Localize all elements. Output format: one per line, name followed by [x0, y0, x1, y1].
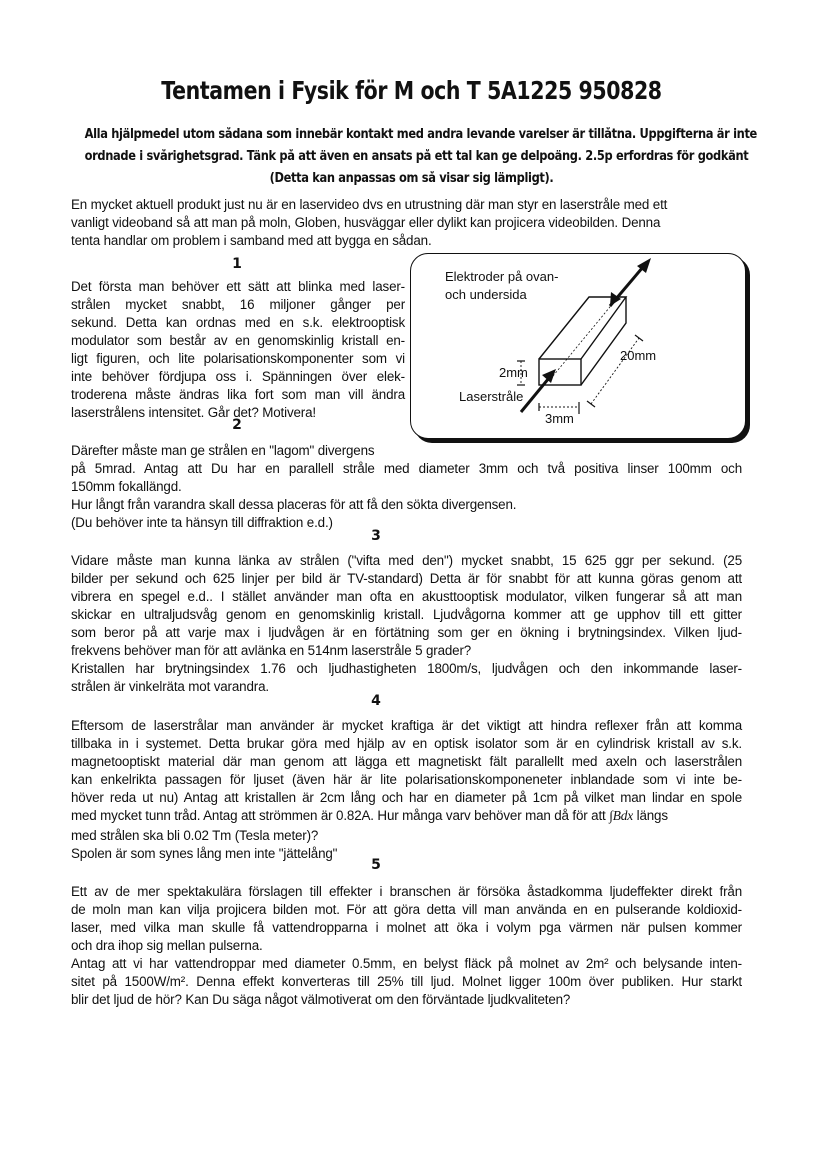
question-5-text: [71, 883, 742, 1009]
question-number-2: 2: [232, 417, 242, 433]
question-1-text: [71, 278, 405, 422]
crystal-top-face: [539, 297, 626, 359]
question-number-1: 1: [232, 256, 242, 272]
text-line: vanligt videoband så att man på moln, Globen, husväggar eller dylikt kan projicera videobilden. Denna: [71, 215, 661, 230]
text-line: inte behöver fördjupa oss i. Spänningen över elek-: [71, 369, 405, 384]
electrooptic-modulator-figure: [410, 253, 746, 439]
text-line: på 5mrad. Antag att Du har en parallell stråle med diameter 3mm och två positiva linser 100mm och: [71, 461, 742, 476]
text-line: som beror på att varje max i ljudvågen är en förtätning som ger en ökning i brytningsindex. Vilken ljud-: [71, 625, 742, 640]
text-line: med strålen ska bli 0.02 Tm (Tesla meter)?: [71, 828, 319, 843]
rules-line: Alla hjälpmedel utom sådana som innebär kontakt med andra levande varelser är tillåtna. Uppgifterna är inte: [84, 127, 757, 142]
text-line: strålen mycket snabbt, 16 miljoner gånger per: [71, 297, 405, 312]
text-line: sekund. Detta kan ordnas med en s.k. elektrooptisk: [71, 315, 405, 330]
text-line: tillbaka in i systemet. Detta brukar göra med hjälp av en optisk isolator som är en cylindrisk kristall av s.k.: [71, 736, 742, 751]
question-3-text: [71, 552, 742, 696]
intro-paragraph: [71, 196, 742, 250]
crystal-right-face: [581, 297, 626, 385]
text-line: (Du behöver inte ta hänsyn till diffraktion e.d.): [71, 515, 333, 530]
text-line: blir det ljud de hör? Kan Du säga något välmotiverat om den förväntade ljudkvaliteten?: [71, 992, 571, 1007]
text-fragment: längs: [636, 808, 668, 823]
label-beam: Laserstråle: [459, 389, 524, 404]
question-4-text: [71, 717, 742, 863]
text-line: troderena måste ändras lika fort som man vill ändra: [71, 387, 405, 402]
text-line-with-integral: [71, 807, 742, 827]
text-line: Därefter måste man ge strålen en "lagom" divergens: [71, 443, 375, 458]
beam-path-dashed: [553, 302, 614, 376]
text-line: Antag att vi har vattendroppar med diameter 0.5mm, en belyst fläck på molnet av 2m² och belysande inten-: [71, 956, 742, 971]
text-line: vibrera en spegel e.d.. I stället använder man ofta en akusttooptisk modulator, vilken fungerar så att man: [71, 589, 742, 604]
label-electrodes-line-1: Elektroder på ovan-: [445, 269, 559, 284]
question-number-5: 5: [371, 857, 381, 873]
label-length: 20mm: [620, 348, 657, 363]
text-line: Spolen är som synes lång men inte "jättelång": [71, 846, 338, 861]
text-line: Eftersom de laserstrålar man använder är mycket kraftiga är det viktigt att hindra reflexer från att komma: [71, 718, 742, 733]
text-line: laserstrålens intensitet. Går det? Motivera!: [71, 405, 316, 420]
text-line: frekvens behöver man för att avlänka en 514nm laserstråle 5 grader?: [71, 643, 472, 658]
text-line: Vidare måste man kunna länka av strålen ("vifta med den") mycket snabbt, 15 625 ggr per sekund. (25: [71, 553, 742, 568]
incoming-arrowhead-icon: [542, 369, 556, 383]
text-line: laser, med vilka man skulle få vattendropparna i molnet att öka i volym pga värmen när pulsen kommer: [71, 920, 742, 935]
question-number-4: 4: [371, 693, 381, 709]
text-line: Det första man behöver ett sätt att blinka med laser-: [71, 279, 405, 294]
text-line: de moln man kan vilja projicera bilden mot. För att göra detta vill man använda en en pulserande koldioxid-: [71, 902, 742, 917]
text-line: strålen är vinkelräta mot varandra.: [71, 679, 269, 694]
text-line: tenta handlar om problem i samband med att bygga en sådan.: [71, 233, 432, 248]
label-width: 3mm: [545, 411, 574, 426]
text-line: Hur långt från varandra skall dessa placeras för att få den sökta divergensen.: [71, 497, 517, 512]
text-line: höver reda ut nu) Antag att kristallen är 2cm lång och har en diameter på 1cm på vilket man lindar en spole: [71, 790, 742, 805]
text-line: Kristallen har brytningsindex 1.76 och ljudhastigheten 1800m/s, ljudvågen och den inkommande laser-: [71, 661, 742, 676]
question-2-text: [71, 442, 742, 532]
rules-line: (Detta kan anpassas om så visar sig lämpligt).: [269, 171, 554, 186]
text-line: 150mm fokallängd.: [71, 479, 182, 494]
exam-title: Tentamen i Fysik för M och T 5A1225 950828: [161, 76, 662, 105]
text-fragment: med mycket tunn tråd. Antag att strömmen är 0.82A. Hur många varv behöver man då för att: [71, 808, 606, 823]
text-line: modulator som består av en genomskinlig kristall en-: [71, 333, 405, 348]
label-height: 2mm: [499, 365, 528, 380]
text-line: bilder per sekund och 625 linjer per bild är TV-standard) Detta är för snabbt för att kunna göras genom att: [71, 571, 742, 586]
label-electrodes: [445, 268, 558, 304]
rules-line: ordnade i svårighetsgrad. Tänk på att även en ansats på ett tal kan ge delpoäng. 2.5p erfordras för godkänt: [84, 149, 749, 164]
exam-rules: [40, 124, 783, 190]
text-line: och dra ihop sig mellan pulserna.: [71, 938, 263, 953]
text-line: Ett av de mer spektakulära förslagen till effekter i branschen är försöka åstadkomma ljudeffekter direkt från: [71, 884, 742, 899]
integral-expression: ∫Bdx: [609, 808, 634, 823]
text-line: kan enkelrikta passagen för ljuset (även här är lite polarisationskomponeneter inblandade som vi inte be-: [71, 772, 742, 787]
text-line: ligt figuren, och lite polarisationskomponenter som vi: [71, 351, 405, 366]
label-electrodes-line-2: och undersida: [445, 287, 527, 302]
question-number-3: 3: [371, 528, 381, 544]
text-line: sitet på 1500W/m². Denna effekt konverteras till 25% till ljud. Molnet ligger 100m över publiken. Hur starkt: [71, 974, 742, 989]
text-line: magnetooptiskt material där man genom att lägga ett magnetiskt fält parallellt med axeln och laserstrålen: [71, 754, 742, 769]
text-line: En mycket aktuell produkt just nu är en laservideo dvs en utrustning där man styr en laserstråle med ett: [71, 197, 668, 212]
text-line: skickar en ultraljudsvåg genom en genomskinlig kristall. Ljudvågorna kommer att ge upphov till ett gitter: [71, 607, 742, 622]
